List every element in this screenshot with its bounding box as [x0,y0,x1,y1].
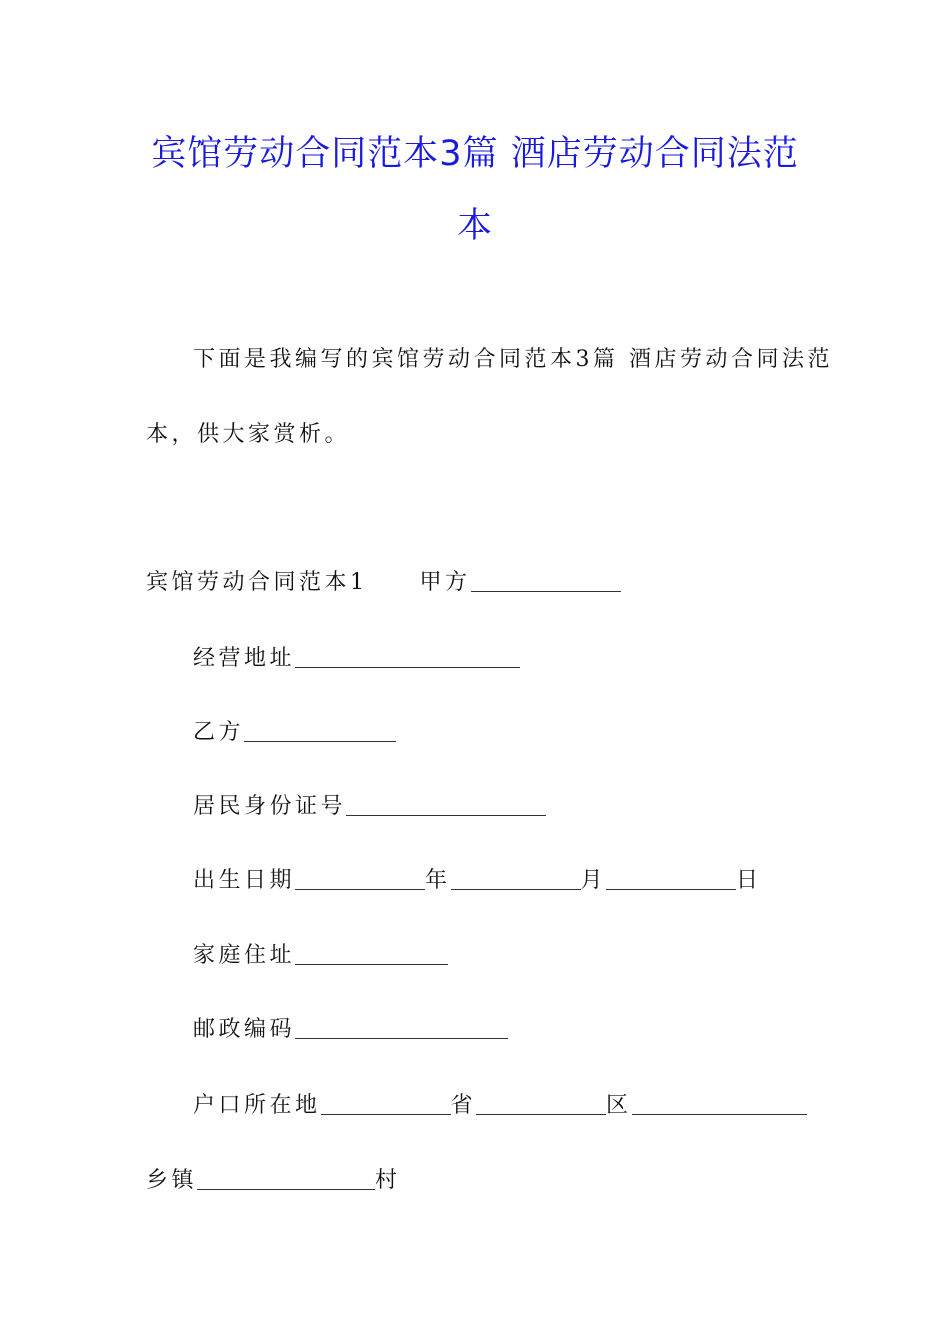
document-title-line2: 本 [456,206,493,246]
home-address-label: 家庭住址 [193,943,296,968]
document-title-line1: 宾馆劳动合同范本3篇 酒店劳动合同法范 [151,134,799,174]
party-a-blank [471,569,621,592]
birth-date-row [193,866,762,896]
business-address-blank [295,645,520,668]
hukou-label: 户口所在地 [193,1093,321,1118]
postal-code-row [193,1015,508,1045]
hukou-province-blank [321,1092,451,1115]
birth-month-label: 月 [580,868,607,893]
hukou-district-label: 区 [606,1093,632,1118]
intro-line1: 下面是我编写的宾馆劳动合同范本3篇 酒店劳动合同法范 [193,347,833,372]
id-number-label: 居民身份证号 [193,794,347,819]
party-a-row [146,568,621,598]
hukou-row [193,1091,807,1121]
hukou-town-blank [197,1167,375,1190]
intro-line2: 本，供大家赏析。 [146,422,351,447]
birth-date-label: 出生日期 [193,868,296,893]
party-b-label: 乙方 [193,720,245,745]
birth-day-blank [606,867,736,890]
party-b-blank [244,719,396,742]
home-address-row [193,941,448,971]
birth-year-label: 年 [425,868,451,893]
hukou-town-row [146,1166,401,1196]
party-b-row [193,718,396,748]
birth-month-blank [451,867,581,890]
birth-year-blank [295,867,425,890]
home-address-blank [295,942,448,965]
postal-code-blank [295,1016,508,1039]
hukou-town-label: 乡镇 [146,1168,198,1193]
postal-code-label: 邮政编码 [193,1017,296,1042]
hukou-village-label: 村 [375,1168,401,1193]
contract-heading: 宾馆劳动合同范本1 [146,570,368,595]
birth-day-label: 日 [736,868,762,893]
party-a-label: 甲方 [419,570,471,595]
business-address-label: 经营地址 [193,646,296,671]
hukou-district-blank [476,1092,606,1115]
id-number-blank [346,793,546,816]
hukou-extra-blank [632,1092,807,1115]
business-address-row [193,644,520,674]
id-number-row [193,792,546,822]
hukou-province-label: 省 [450,1093,477,1118]
